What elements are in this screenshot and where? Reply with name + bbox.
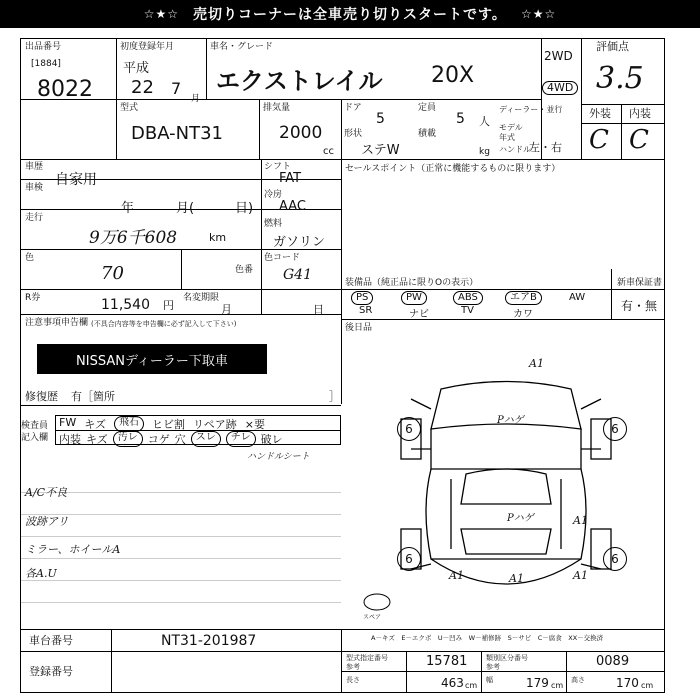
doors: 5: [376, 111, 385, 127]
disp-label: 排気量: [263, 103, 291, 113]
equip-pw: PW: [401, 291, 427, 305]
model: DBA-NT31: [131, 123, 223, 144]
type-ref-label: 参考: [346, 663, 360, 671]
repair-value: 有［箇所: [71, 390, 115, 403]
recycle: 11,540: [101, 297, 150, 313]
banner-stars-right: ☆★☆: [520, 7, 557, 21]
spare-label: スペア: [363, 614, 382, 621]
inspector-repair: リペア跡: [193, 418, 237, 431]
banner: [0, 0, 700, 28]
inspection-label: 車検: [25, 183, 44, 193]
colorcode-label: 色コード: [264, 253, 301, 263]
inspector-label2: 記入欄: [21, 433, 49, 443]
load-label: 積載: [418, 129, 437, 139]
banner-stars-left: ☆★☆: [143, 7, 180, 21]
fuel: ガソリン: [273, 235, 326, 250]
class-no-label: 類別区分番号: [486, 654, 528, 662]
height: 170: [616, 676, 639, 690]
class-no: 0089: [596, 654, 630, 669]
inspector-dirt: 汚レ: [113, 431, 143, 447]
tire-rl: [397, 547, 421, 571]
tire-rl-value: 6: [405, 552, 413, 566]
width: 179: [526, 676, 549, 690]
change-label: 名変期限: [183, 293, 220, 303]
car-name: エクストレイル: [216, 67, 383, 95]
height-cm: cm: [641, 681, 654, 690]
reg-month: 7: [171, 79, 182, 98]
length: 463: [441, 676, 464, 690]
rating: 3.5: [596, 61, 644, 96]
ac-label: 冷房: [264, 190, 283, 200]
color-no: G41: [283, 267, 312, 283]
equip-aw: AW: [569, 292, 586, 303]
fuel-label: 燃料: [264, 219, 283, 229]
diagram-mark-a1-front: A1: [529, 357, 544, 370]
inspector-tear: チレ: [226, 431, 256, 447]
cc: cc: [323, 146, 334, 157]
type-no: 15781: [426, 654, 468, 669]
shape-label: 形状: [344, 129, 363, 139]
ext-score: C: [589, 125, 609, 155]
class-ref-label: 参考: [486, 663, 500, 671]
dealer-banner-text: NISSANディーラー下取車: [76, 353, 228, 369]
int-label: 内装: [629, 107, 651, 120]
chassis-label: 車台番号: [29, 634, 73, 647]
reg-year: 22: [131, 77, 154, 98]
diagram-mark-roof: Pハゲ: [507, 513, 534, 524]
inspector-int-scratch: キズ: [86, 433, 108, 446]
inspector-hole: 穴: [174, 433, 186, 446]
equip-airbag: エアB: [505, 291, 542, 305]
width-label: 幅: [486, 676, 493, 684]
equip-navi: ナビ: [409, 309, 429, 320]
era: 平成: [123, 61, 150, 76]
change-month: 月: [221, 303, 232, 316]
inspector-fw: FW: [59, 416, 77, 429]
reg-month-unit: 月: [191, 94, 201, 104]
category: 自家用: [55, 172, 97, 188]
inspector-chip: 飛石: [114, 416, 144, 432]
width-cm: cm: [551, 681, 564, 690]
inspector-burn: コゲ: [147, 433, 170, 446]
rating-label: 評価点: [596, 40, 629, 53]
drive-4wd: 4WD: [542, 81, 578, 95]
lot-sub: [1884]: [31, 59, 61, 69]
ext-label: 外装: [589, 107, 611, 120]
change-day: 日: [313, 303, 324, 316]
tire-fr-value: 6: [611, 422, 619, 436]
equipment-label: 装備品（純正品に限りOの表示）: [345, 278, 479, 288]
notes-sub: (不具合内容等を申告欄に必ず記入して下さい): [91, 320, 237, 328]
name-label: 車名・グレード: [210, 42, 274, 52]
seat-label: 後日品: [345, 323, 373, 333]
capacity-label: 定員: [418, 103, 437, 113]
dealer-label: ディーラー・並行: [499, 105, 563, 114]
model-label: 型式: [120, 103, 139, 113]
tire-fl-value: 6: [405, 422, 413, 436]
int-score: C: [629, 125, 649, 155]
equip-sr: SR: [359, 305, 373, 316]
inspector-interior: 内装: [59, 433, 81, 446]
inspector-label1: 検査員: [21, 421, 49, 431]
reg-label: 初度登録年月: [120, 42, 175, 52]
inspector-row2: [59, 431, 283, 447]
warranty: 有・無: [621, 299, 658, 313]
recycle-label: R券: [25, 293, 41, 303]
handle: 左・右: [529, 141, 562, 154]
diagram-mark-a1-right: A1: [573, 514, 588, 527]
category-label: 車歴: [25, 162, 44, 172]
kg: kg: [479, 147, 490, 157]
repair-label: 修復歴: [25, 390, 58, 403]
reg-no-label: 登録番号: [29, 665, 73, 678]
handnote-2: 波跡アリ: [25, 515, 69, 528]
insp-month: 月(: [176, 201, 195, 216]
length-cm: cm: [465, 681, 478, 690]
warranty-label: 新車保証書: [617, 278, 663, 288]
sales-point-label: セールスポイント（正常に機能するものに限ります）: [345, 164, 561, 174]
equip-tv: TV: [461, 305, 474, 316]
mileage-label: 走行: [25, 213, 44, 223]
lot-number: 8022: [37, 77, 93, 102]
inspector-scratch: キズ: [84, 418, 106, 431]
inspector-need: ×要: [244, 418, 265, 431]
tire-rr-value: 6: [611, 552, 619, 566]
ac: AAC: [279, 199, 306, 214]
yen: 円: [163, 299, 174, 312]
color: 70: [101, 263, 124, 284]
type-no-label: 型式指定番号: [346, 654, 388, 662]
diagram-mark-a1-rr: A1: [573, 569, 588, 582]
repair-close: ］: [329, 390, 340, 403]
notes-label: 注意事項申告欄: [25, 318, 89, 328]
auction-sheet: [20, 38, 665, 693]
equip-abs: ABS: [453, 291, 483, 305]
diagram-mark-a1-rl: A1: [449, 569, 464, 582]
handnote-4: 各A.U: [25, 567, 57, 580]
handle-label: ハンドル: [499, 145, 531, 154]
km: km: [209, 231, 227, 244]
banner-text: 売切りコーナーは全車売り切りスタートです。: [193, 7, 507, 23]
drive-2wd: 2WD: [544, 49, 573, 63]
mileage: 9万6千608: [89, 228, 178, 248]
dealer-banner: [37, 344, 267, 374]
model-year-label: モデル年式: [499, 123, 523, 142]
tire-fl: [397, 417, 421, 441]
color-no-label: 色番: [235, 265, 254, 275]
inspector-rub: スレ: [191, 431, 221, 447]
person-unit: 人: [479, 115, 490, 128]
equip-ps: PS: [351, 291, 373, 305]
handwritten-seat: ハンドルシート: [247, 452, 310, 462]
insp-day: 日): [235, 201, 254, 216]
chassis: NT31-201987: [161, 633, 257, 649]
diagram-legend: A－キズ E－エクボ U－凹み W－補修跡 S－サビ C－腐食 XX－交換済: [371, 634, 604, 642]
displacement: 2000: [279, 123, 323, 143]
shift: FAT: [279, 171, 302, 186]
inspector-rip: 破レ: [260, 433, 283, 446]
equip-leather: カワ: [513, 309, 533, 320]
handnote-1: A/C不良: [25, 486, 68, 499]
capacity: 5: [456, 111, 465, 127]
shift-label: シフト: [264, 162, 292, 172]
height-label: 高さ: [571, 676, 585, 684]
color-label: 色: [25, 253, 35, 263]
inspector-row1: [59, 416, 265, 432]
doors-label: ドア: [344, 103, 362, 113]
grade: 20X: [431, 63, 475, 88]
inspector-crack: ヒビ割: [152, 418, 185, 431]
tire-rr: [603, 547, 627, 571]
tire-fr: [603, 417, 627, 441]
handnote-3: ミラー、ホイールA: [25, 543, 121, 556]
lot-label: 出品番号: [25, 42, 62, 52]
insp-year: 年: [121, 201, 135, 216]
length-label: 長さ: [346, 676, 360, 684]
diagram-mark-hood: Pハゲ: [497, 415, 524, 426]
shape: ステW: [361, 143, 400, 158]
diagram-mark-a1-rear: A1: [509, 572, 524, 585]
spare-icon: [361, 591, 393, 613]
